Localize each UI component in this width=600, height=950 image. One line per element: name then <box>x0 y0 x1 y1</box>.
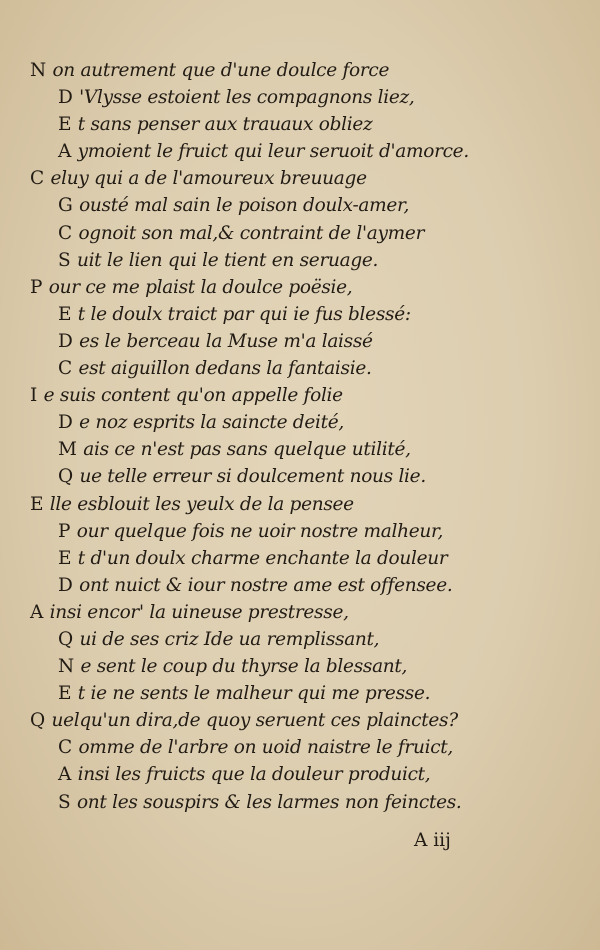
verse-line <box>30 111 470 138</box>
verse-line <box>30 707 470 734</box>
verse-text: insi encor' la uineuse prestresse, <box>44 601 349 623</box>
verse-initial: N <box>58 656 74 678</box>
verse-text: lle esblouit les yeulx de la pensee <box>44 493 354 515</box>
verse-initial: D <box>58 87 73 109</box>
verse-line <box>30 572 470 599</box>
verse-line <box>30 680 470 707</box>
verse-initial: C <box>58 222 72 244</box>
verse-initial: P <box>58 520 71 542</box>
verse-text: ymoient le fruict qui leur seruoit d'amorce. <box>72 141 469 163</box>
verse-text: our quelque fois ne uoir nostre malheur, <box>71 520 444 542</box>
verse-line <box>30 599 470 626</box>
verse-line <box>30 653 470 680</box>
verse-line <box>30 436 470 463</box>
verse-line <box>30 789 470 816</box>
verse-initial: C <box>58 737 72 759</box>
verse-initial: A <box>58 141 72 163</box>
verse-line <box>30 57 470 84</box>
verse-initial: A <box>30 601 44 623</box>
verse-line <box>30 84 470 111</box>
verse-text: t le doulx traict par qui ie fus blessé: <box>72 303 411 325</box>
verse-text: ognoit son mal,& contraint de l'aymer <box>72 222 425 244</box>
verse-text: uit le lien qui le tient en seruage. <box>71 249 379 271</box>
verse-text: omme de l'arbre on uoid naistre le fruict, <box>72 737 453 759</box>
verse-text: ousté mal sain le poison doulx-amer, <box>73 195 410 217</box>
verse-initial: D <box>58 574 73 596</box>
verse-initial: G <box>58 195 73 217</box>
verse-initial: S <box>58 249 71 271</box>
verse-initial: P <box>30 276 43 298</box>
verse-initial: E <box>58 303 72 325</box>
verse-text: insi les fruicts que la douleur produict, <box>72 764 431 786</box>
verse-initial: N <box>30 60 46 81</box>
verse-line <box>30 518 470 545</box>
verse-text: ont les souspirs & les larmes non feinctes. <box>71 791 462 813</box>
verse-initial: S <box>58 791 71 813</box>
verse-line <box>30 409 470 436</box>
verse-initial: A <box>58 764 72 786</box>
verse-text: ais ce n'est pas sans quelque utilité, <box>77 439 411 461</box>
verse-text: on autrement que d'une doulce force <box>46 60 390 81</box>
verse-line <box>30 274 470 301</box>
verse-text: e noz esprits la saincte deité, <box>73 412 344 434</box>
verse-text: e sent le coup du thyrse la blessant, <box>74 656 408 678</box>
verse-line <box>30 761 470 788</box>
verse-initial: Q <box>30 710 45 732</box>
verse-line <box>30 328 470 355</box>
verse-text: eluy qui a de l'amoureux breuuage <box>44 168 367 190</box>
verse-line <box>30 247 470 274</box>
verse-text: es le berceau la Muse m'a laissé <box>73 330 373 352</box>
verse-text: e suis content qu'on appelle folie <box>38 385 343 407</box>
verse-line <box>30 545 470 572</box>
verse-text: t d'un doulx charme enchante la douleur <box>72 547 448 569</box>
verse-line <box>30 220 470 247</box>
verse-text: est aiguillon dedans la fantaisie. <box>72 358 372 380</box>
verse-text: ont nuict & iour nostre ame est offensee. <box>73 574 453 596</box>
verse-line <box>30 626 470 653</box>
verse-text: t sans penser aux trauaux obliez <box>72 114 373 136</box>
verse-initial: E <box>58 114 72 136</box>
verse-initial: D <box>58 412 73 434</box>
verse-initial: Q <box>58 628 73 650</box>
verse-line <box>30 734 470 761</box>
verse-line <box>30 463 470 490</box>
verse-initial: C <box>30 168 44 190</box>
verse-text: our ce me plaist la doulce poësie, <box>43 276 353 298</box>
verse-text: uelqu'un dira,de quoy seruent ces plainctes? <box>45 710 458 732</box>
verse-line <box>30 382 470 409</box>
verse-text: ui de ses criz Ide ua remplissant, <box>73 628 380 650</box>
verse-line <box>30 165 470 192</box>
verse-initial: E <box>58 683 72 705</box>
poem-text <box>30 57 470 816</box>
verse-initial: D <box>58 330 73 352</box>
verse-line <box>30 491 470 518</box>
verse-line <box>30 192 470 219</box>
verse-initial: Q <box>58 466 73 488</box>
signature-mark: A iij <box>414 830 451 851</box>
verse-line <box>30 301 470 328</box>
verse-line <box>30 138 470 165</box>
verse-initial: M <box>58 439 77 461</box>
verse-initial: C <box>58 358 72 380</box>
verse-line <box>30 355 470 382</box>
verse-text: t ie ne sents le malheur qui me presse. <box>72 683 431 705</box>
verse-text: 'Vlysse estoient les compagnons liez, <box>73 87 415 109</box>
verse-initial: E <box>58 547 72 569</box>
verse-initial: E <box>30 493 44 515</box>
verse-initial: I <box>30 385 38 407</box>
verse-text: ue telle erreur si doulcement nous lie. <box>73 466 426 488</box>
